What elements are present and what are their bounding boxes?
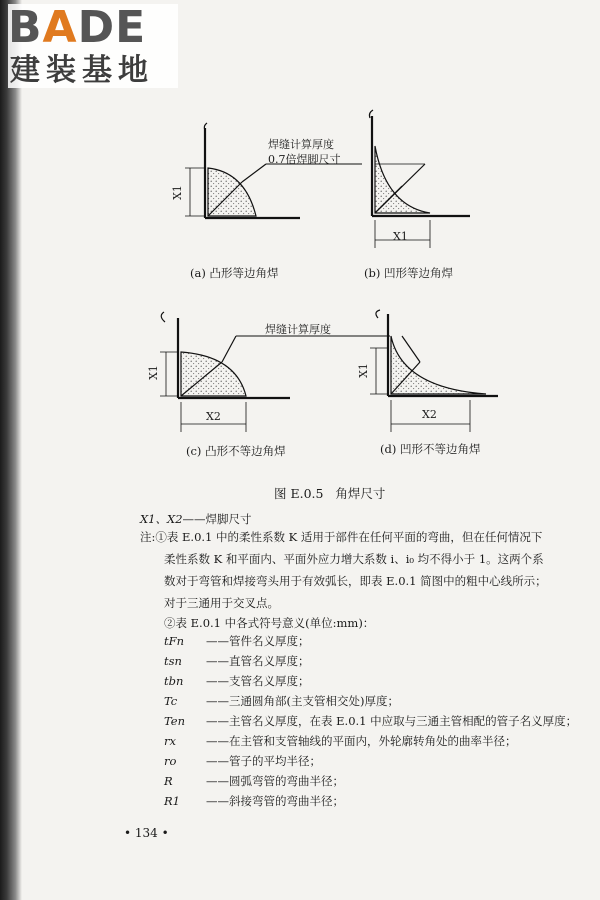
definition-text: ——主管名义厚度，在表 E.0.1 中应取与三通主管相配的管子名义厚度； (206, 714, 578, 728)
definition-symbol: ro (164, 754, 177, 768)
logo-subtitle: 建装基地 (10, 53, 154, 88)
logo-b: B (8, 2, 43, 53)
figure-title (274, 484, 385, 502)
definition-symbol: R (164, 774, 173, 788)
label-leg-size-a: 0.7倍焊脚尺寸 (268, 153, 341, 166)
definition-item (164, 674, 310, 688)
logo-a: A (42, 2, 78, 53)
dim-x2-d: X2 (422, 408, 437, 421)
logo-de: DE (77, 2, 147, 53)
legend-text: ——焊脚尺寸 (182, 512, 252, 526)
label-weld-thickness-c: 焊缝计算厚度 (265, 323, 331, 336)
caption-d: (d) 凹形不等边角焊 (380, 442, 481, 456)
diagram-b (369, 110, 470, 248)
definition-item (164, 654, 310, 668)
definition-symbol: Tc (164, 694, 178, 708)
definition-item (164, 634, 310, 648)
definition-text: ——管子的平均半径； (206, 754, 321, 768)
dim-x2-c: X2 (206, 410, 221, 423)
figure-name: 角焊尺寸 (335, 486, 386, 501)
note1-line1: 注:①表 E.0.1 中的柔性系数 K 适用于部件在任何平面的弯曲，但在任何情况下 (140, 530, 543, 544)
dim-x1-b: X1 (393, 230, 408, 243)
definition-item (164, 754, 321, 768)
page-number: • 134 • (124, 826, 169, 840)
figure-number: 图 E.0.5 (274, 486, 324, 501)
definition-text: ——三通圆角部(主支管相交处)厚度； (206, 694, 399, 708)
caption-b: (b) 凹形等边角焊 (364, 266, 453, 280)
definition-item (164, 794, 344, 808)
definition-text: ——支管名义厚度； (206, 674, 310, 688)
definition-text: ——在主管和支管轴线的平面内，外轮廓转角处的曲率半径； (206, 734, 517, 748)
legend-line (140, 512, 252, 526)
definition-text: ——管件名义厚度； (206, 634, 310, 648)
definition-item (164, 714, 577, 728)
dim-x1-a: X1 (170, 185, 184, 200)
dim-x1-c: X1 (146, 365, 160, 380)
note1-line3: 数对于弯管和焊接弯头用于有效弧长，即表 E.0.1 简图中的粗中心线所示； (164, 574, 547, 588)
caption-a: (a) 凸形等边角焊 (190, 266, 279, 280)
definition-symbol: tbn (164, 674, 184, 688)
definition-item (164, 694, 399, 708)
definition-symbol: Ten (164, 714, 185, 728)
dim-x1-d: X1 (356, 363, 370, 378)
definition-text: ——圆弧弯管的弯曲半径； (206, 774, 344, 788)
label-weld-thickness-a: 焊缝计算厚度 (268, 138, 334, 151)
definition-text: ——斜接弯管的弯曲半径； (206, 794, 344, 808)
definition-text: ——直管名义厚度； (206, 654, 310, 668)
note2-header: ②表 E.0.1 中各式符号意义(单位:mm)： (164, 616, 375, 630)
definition-symbol: tFn (164, 634, 185, 648)
note1-line2: 柔性系数 K 和平面内、平面外应力增大系数 i、i₀ 均不得小于 1。这两个系 (164, 552, 544, 566)
definition-item (164, 734, 517, 748)
caption-c: (c) 凸形不等边角焊 (186, 444, 286, 458)
definition-symbol: tsn (164, 654, 182, 668)
legend-symbols: X1、X2 (140, 512, 183, 526)
note1-line4: 对于三通用于交叉点。 (164, 596, 279, 610)
definition-symbol: rx (164, 734, 176, 748)
definition-item (164, 774, 344, 788)
definition-symbol: R1 (164, 794, 180, 808)
